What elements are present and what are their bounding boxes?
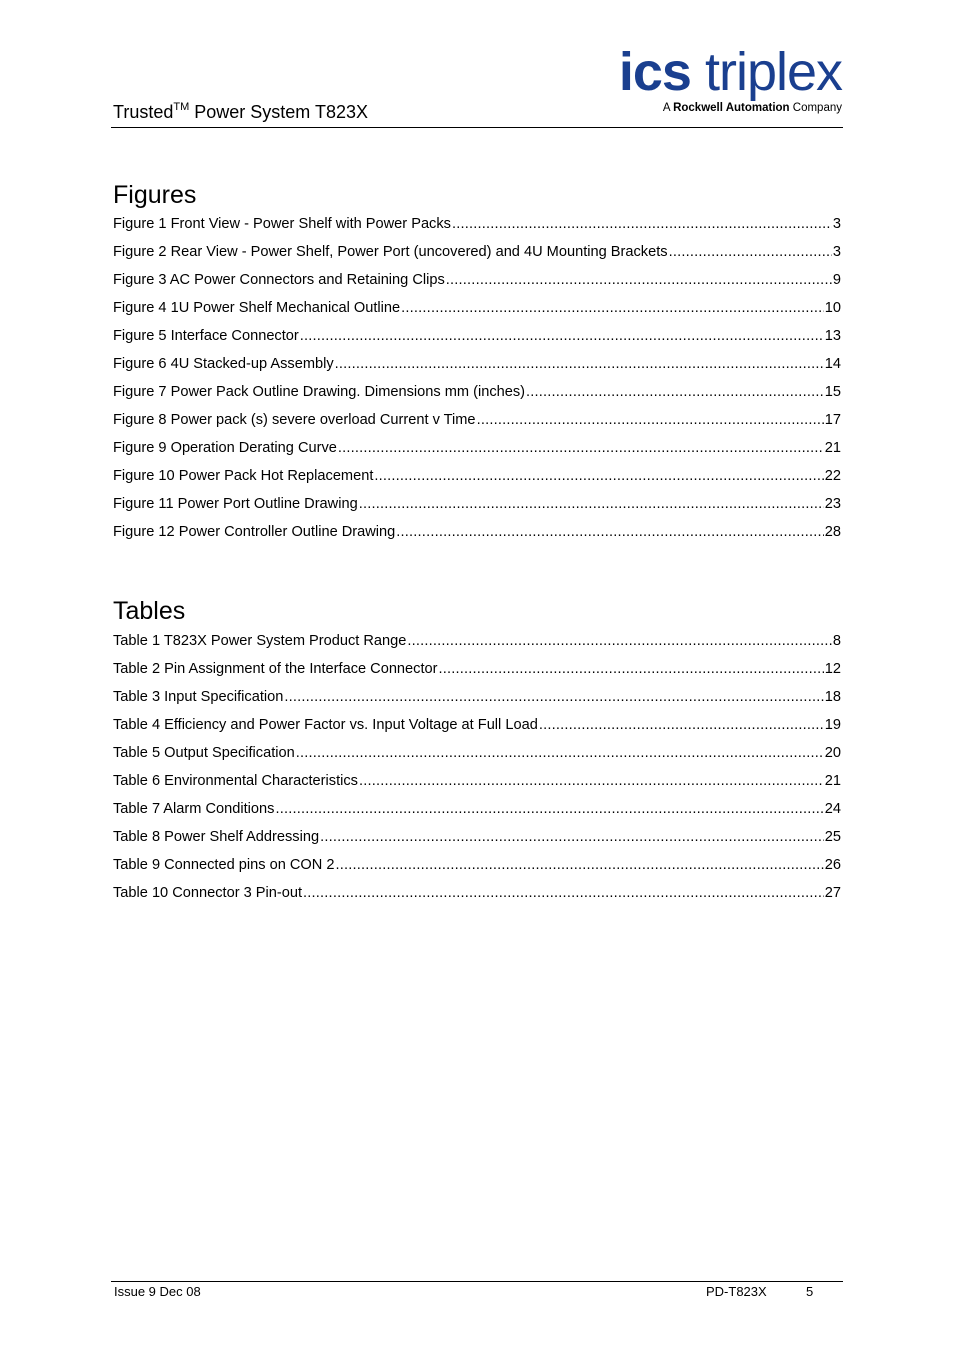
dot-leader	[284, 689, 823, 706]
dot-leader	[396, 524, 823, 541]
table-entry-page[interactable]: 26	[824, 857, 841, 873]
figure-entry-label[interactable]: Figure 12 Power Controller Outline Drawing	[113, 524, 396, 540]
figure-entry-page[interactable]: 15	[824, 384, 841, 400]
dot-leader	[526, 384, 824, 401]
figure-entry-page[interactable]: 9	[832, 272, 841, 288]
figure-entry[interactable]	[113, 468, 841, 496]
dot-leader	[359, 496, 824, 513]
table-entry[interactable]	[113, 717, 841, 745]
figure-entry-label[interactable]: Figure 11 Power Port Outline Drawing	[113, 496, 358, 512]
logo-ics: ics	[618, 42, 691, 102]
dot-leader	[335, 857, 823, 874]
figure-entry[interactable]	[113, 272, 841, 300]
table-entry-label[interactable]: Table 7 Alarm Conditions	[113, 801, 275, 817]
dot-leader	[335, 356, 824, 373]
table-entry[interactable]	[113, 829, 841, 857]
figure-entry[interactable]	[113, 356, 841, 384]
footer-page-number: 5	[806, 1284, 814, 1299]
table-entry-page[interactable]: 20	[824, 745, 841, 761]
title-suffix: Power System T823X	[189, 102, 368, 122]
logo-tagline-brand: Rockwell Automation	[673, 102, 790, 114]
logo-triplex: triplex	[690, 42, 842, 102]
figure-entry-page[interactable]: 3	[832, 244, 841, 260]
table-entry-page[interactable]: 8	[832, 633, 841, 649]
table-entry-page[interactable]: 24	[824, 801, 841, 817]
figure-entry-label[interactable]: Figure 8 Power pack (s) severe overload Current v Time	[113, 412, 476, 428]
figure-entry-page[interactable]: 10	[824, 300, 841, 316]
trademark-superscript: TM	[173, 101, 190, 113]
figure-entry[interactable]	[113, 328, 841, 356]
table-entry[interactable]	[113, 633, 841, 661]
table-entry[interactable]	[113, 801, 841, 829]
dot-leader	[401, 300, 824, 317]
table-entry[interactable]	[113, 885, 841, 913]
figure-entry[interactable]	[113, 412, 841, 440]
footer-document-id: PD-T823X	[706, 1284, 767, 1299]
logo-wordmark	[619, 42, 842, 102]
figure-entry-page[interactable]: 28	[824, 524, 841, 540]
table-entry-label[interactable]: Table 2 Pin Assignment of the Interface Connector	[113, 661, 438, 677]
figure-entry-label[interactable]: Figure 3 AC Power Connectors and Retaining Clips	[113, 272, 445, 288]
figure-entry-page[interactable]: 17	[824, 412, 841, 428]
table-entry-label[interactable]: Table 10 Connector 3 Pin-out	[113, 885, 303, 901]
table-entry-label[interactable]: Table 9 Connected pins on CON 2	[113, 857, 335, 873]
figure-entry[interactable]	[113, 496, 841, 524]
table-entry-page[interactable]: 19	[824, 717, 841, 733]
dot-leader	[477, 412, 824, 429]
figure-entry-page[interactable]: 22	[824, 468, 841, 484]
table-entry-label[interactable]: Table 5 Output Specification	[113, 745, 295, 761]
table-entry-label[interactable]: Table 8 Power Shelf Addressing	[113, 829, 320, 845]
dot-leader	[338, 440, 824, 457]
figure-entry[interactable]	[113, 244, 841, 272]
table-entry-page[interactable]: 25	[824, 829, 841, 845]
document-title	[113, 100, 368, 124]
tables-list	[113, 633, 841, 913]
dot-leader	[452, 216, 832, 233]
figure-entry[interactable]	[113, 384, 841, 412]
figure-entry[interactable]	[113, 524, 841, 552]
dot-leader	[446, 272, 832, 289]
figure-entry-label[interactable]: Figure 10 Power Pack Hot Replacement	[113, 468, 374, 484]
dot-leader	[300, 328, 824, 345]
dot-leader	[374, 468, 823, 485]
table-entry-label[interactable]: Table 3 Input Specification	[113, 689, 284, 705]
table-entry[interactable]	[113, 689, 841, 717]
table-entry[interactable]	[113, 857, 841, 885]
header-divider	[111, 127, 843, 128]
dot-leader	[296, 745, 824, 762]
table-entry[interactable]	[113, 745, 841, 773]
figures-heading: Figures	[113, 181, 197, 209]
figure-entry-label[interactable]: Figure 5 Interface Connector	[113, 328, 299, 344]
logo-tagline: A Rockwell Automation Company	[662, 102, 842, 114]
table-entry-page[interactable]: 21	[824, 773, 841, 789]
tables-heading: Tables	[113, 597, 186, 625]
dot-leader	[439, 661, 824, 678]
figure-entry-label[interactable]: Figure 6 4U Stacked-up Assembly	[113, 356, 334, 372]
company-logo	[606, 42, 844, 120]
table-entry-label[interactable]: Table 4 Efficiency and Power Factor vs. Input Voltage at Full Load	[113, 717, 538, 733]
figure-entry-page[interactable]: 3	[832, 216, 841, 232]
table-entry-label[interactable]: Table 1 T823X Power System Product Range	[113, 633, 407, 649]
dot-leader	[407, 633, 831, 650]
figure-entry-label[interactable]: Figure 4 1U Power Shelf Mechanical Outline	[113, 300, 401, 316]
table-entry-label[interactable]: Table 6 Environmental Characteristics	[113, 773, 358, 789]
figure-entry-page[interactable]: 14	[824, 356, 841, 372]
dot-leader	[303, 885, 824, 902]
table-entry[interactable]	[113, 773, 841, 801]
footer-divider	[111, 1281, 843, 1282]
table-entry-page[interactable]: 27	[824, 885, 841, 901]
table-entry-page[interactable]: 18	[824, 689, 841, 705]
dot-leader	[359, 773, 824, 790]
figures-list	[113, 216, 841, 552]
figure-entry-label[interactable]: Figure 1 Front View - Power Shelf with Power Packs	[113, 216, 451, 232]
figure-entry-label[interactable]: Figure 7 Power Pack Outline Drawing. Dimensions mm (inches)	[113, 384, 526, 400]
title-prefix: Trusted	[113, 102, 174, 122]
figure-entry-page[interactable]: 21	[824, 440, 841, 456]
figure-entry[interactable]	[113, 440, 841, 468]
footer-issue: Issue 9 Dec 08	[114, 1284, 201, 1299]
dot-leader	[669, 244, 832, 261]
table-entry-page[interactable]: 12	[824, 661, 841, 677]
figure-entry-label[interactable]: Figure 9 Operation Derating Curve	[113, 440, 337, 456]
figure-entry[interactable]	[113, 300, 841, 328]
dot-leader	[320, 829, 824, 846]
figure-entry[interactable]	[113, 216, 841, 244]
figure-entry-label[interactable]: Figure 2 Rear View - Power Shelf, Power Port (uncovered) and 4U Mounting Brackets	[113, 244, 668, 260]
figure-entry-page[interactable]: 13	[824, 328, 841, 344]
dot-leader	[539, 717, 824, 734]
table-entry[interactable]	[113, 661, 841, 689]
figure-entry-page[interactable]: 23	[824, 496, 841, 512]
dot-leader	[275, 801, 823, 818]
